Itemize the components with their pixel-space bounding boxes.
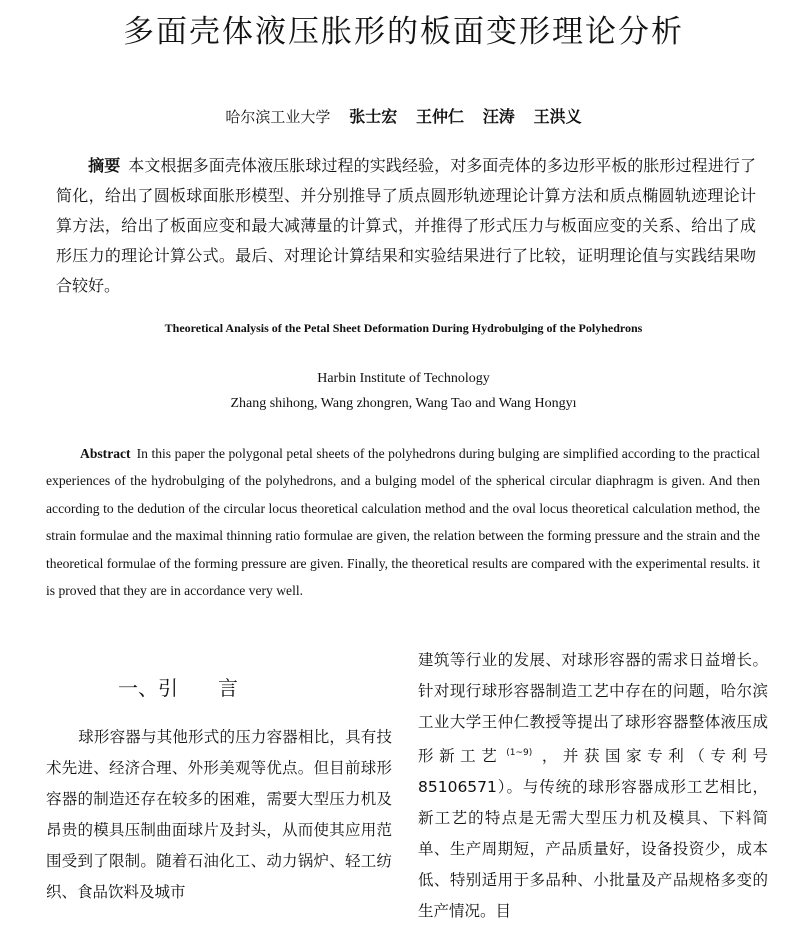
abstract-en [46, 440, 760, 604]
intro-right-text-a: 建筑等行业的发展、对球形容器的需求日益增长。针对现行球形容器制造工艺中存在的问题，哈尔滨工业大学王仲仁教授等提出了球形容器整体液压成形新工艺 [418, 651, 768, 766]
author-cn: 王仲仁 [415, 107, 464, 126]
intro-column-right [418, 645, 768, 927]
abstract-en-text: In this paper the polygonal petal sheets of the polyhedrons during bulging are simplified according to the practical experiences of the hydrobulging of the polyhedrons, and a bulging model of the spherical circular diaphragm is given. And then according to the dedution of the circular locus theoretical calculation method and the oval locus theoretical calculation method, the strain formulae and the maximal thinning ratio formulae are given, the relation between the forming pressure and the strain and the theoretical formulae of the forming pressure are given. Finally, the theoretical results are compared with the experimental results. it is proved that they are in accordance very well. [46, 446, 760, 599]
intro-left-text: 球形容器与其他形式的压力容器相比，具有技术先进、经济合理、外形美观等优点。但目前球形容器的制造还存在较多的困难，需要大型压力机及昂贵的模具压制曲面球片及封头，从而使其应用范围受到了限制。随着石油化工、动力锅炉、轻工纺织、食品饮料及城市 [46, 728, 392, 901]
section-heading-introduction: 一、引 言 [118, 676, 238, 700]
author-cn: 张士宏 [349, 107, 398, 126]
abstract-cn-label: 摘要 [88, 156, 121, 175]
citation-ref: (1~9) [506, 748, 533, 758]
author-cn: 王洪义 [533, 107, 582, 126]
intro-right-text-b: ，并获国家专利（专利号 85106571）。与传统的球形容器成形工艺相比，新工艺的特点是无需大型压力机及模具、下料简单、生产周期短，产品质量好，设备投资少，成本低、特别适用于多品种、小批量及产品规格多变的生产情况。目 [418, 747, 768, 921]
author-cn: 汪涛 [482, 107, 515, 126]
abstract-en-label: Abstract [80, 446, 131, 461]
abstract-cn [56, 151, 756, 301]
institution-en: Harbin Institute of Technology [317, 371, 490, 386]
paper-title-cn: 多面壳体液压胀形的板面变形理论分析 [123, 14, 684, 50]
intro-column-left [46, 722, 392, 908]
authors-cn [0, 104, 807, 127]
institution-cn: 哈尔滨工业大学 [225, 108, 331, 126]
paper-title-en: Theoretical Analysis of the Petal Sheet Deformation During Hydrobulging of the Polyhedrons [164, 321, 643, 335]
authors-en: Zhang shihong, Wang zhongren, Wang Tao and Wang Hongyı [230, 396, 577, 411]
abstract-cn-text: 本文根据多面壳体液压胀球过程的实践经验，对多面壳体的多边形平板的胀形过程进行了简化，给出了圆板球面胀形模型、并分别推导了质点圆形轨迹理论计算方法和质点椭圆轨迹理论计算方法，给出了板面应变和最大减薄量的计算式，并推得了形式压力与板面应变的关系、给出了成形压力的理论计算公式。最后、对理论计算结果和实验结果进行了比较，证明理论值与实践结果吻合较好。 [56, 156, 756, 295]
